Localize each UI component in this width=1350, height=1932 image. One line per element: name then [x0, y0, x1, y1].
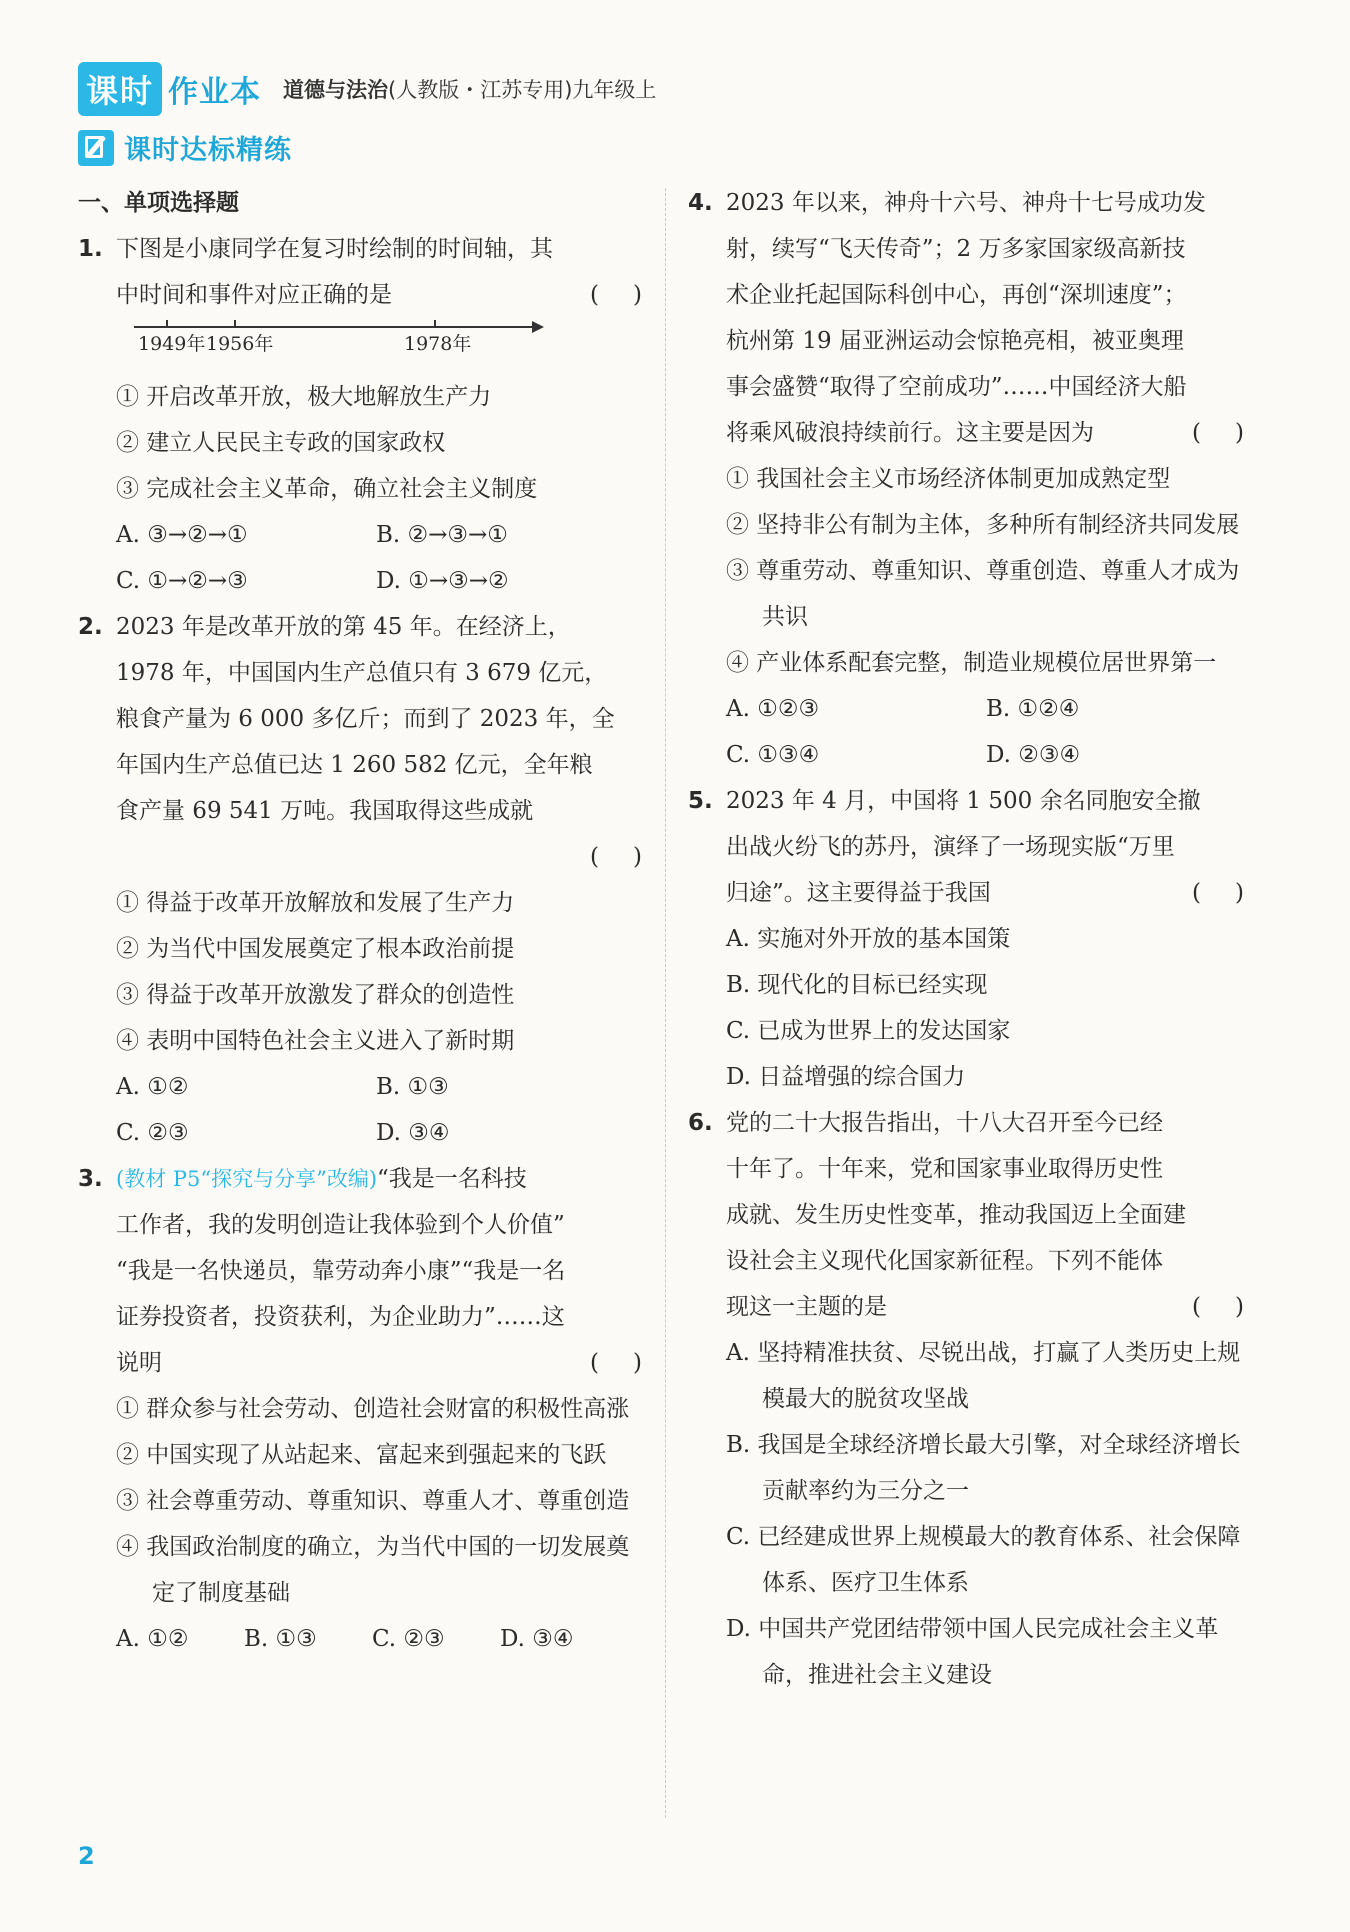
- source-note: (教材 P5“探究与分享”改编): [116, 1167, 378, 1191]
- question-stem: 粮食产量为 6 000 多亿斤；而到了 2023 年，全: [116, 706, 615, 732]
- right-column: [688, 180, 1278, 1698]
- choice-a[interactable]: A. ①②③: [726, 696, 820, 722]
- question-stem: 十年了。十年来，党和国家事业取得历史性: [726, 1156, 1163, 1182]
- choice-d[interactable]: D. 日益增强的综合国力: [726, 1064, 966, 1090]
- option-statement: ③ 尊重劳动、尊重知识、尊重创造、尊重人才成为共识: [726, 558, 1240, 630]
- choice-d[interactable]: D. ①→③→②: [376, 568, 509, 594]
- question-stem: 1978 年，中国国内生产总值只有 3 679 亿元，: [116, 660, 608, 686]
- choice-b[interactable]: B. 我国是全球经济增长最大引擎，对全球经济增长贡献率约为三分之一: [726, 1432, 1241, 1504]
- option-statement: ④ 产业体系配套完整，制造业规模位居世界第一: [726, 650, 1217, 676]
- question-number: 1.: [78, 236, 103, 262]
- question-stem: 2023 年 4 月，中国将 1 500 余名同胞安全撤: [726, 788, 1201, 814]
- choice-a[interactable]: A. 坚持精准扶贫、尽锐出战，打赢了人类历史上规模最大的脱贫攻坚战: [726, 1340, 1241, 1412]
- option-statement: ④ 表明中国特色社会主义进入了新时期: [116, 1028, 515, 1054]
- answer-paren: (): [1192, 420, 1278, 446]
- timeline-label: 1949年: [138, 333, 206, 355]
- question-5: [688, 778, 1278, 916]
- question-stem: 食产量 69 541 万吨。我国取得这些成就: [116, 798, 534, 824]
- question-number: 2.: [78, 614, 103, 640]
- pencil-icon: [78, 130, 114, 166]
- section-header: [78, 128, 292, 167]
- choice-b[interactable]: B. 现代化的目标已经实现: [726, 972, 988, 998]
- choice-a[interactable]: A. ①②: [116, 1626, 189, 1652]
- left-column: [78, 180, 676, 1662]
- option-statement: ① 得益于改革开放解放和发展了生产力: [116, 890, 515, 916]
- answer-choices: [78, 1616, 646, 1662]
- choice-b[interactable]: B. ①③: [376, 1074, 449, 1100]
- option-statement: ② 建立人民民主专政的国家政权: [116, 430, 446, 456]
- choice-d[interactable]: D. ②③④: [986, 742, 1081, 768]
- question-stem: 射，续写“飞天传奇”；2 万多家国家级高新技: [726, 236, 1186, 262]
- option-statement: ③ 完成社会主义革命，确立社会主义制度: [116, 476, 538, 502]
- question-number: 3.: [78, 1166, 103, 1192]
- option-statement: ① 群众参与社会劳动、创造社会财富的积极性高涨: [116, 1396, 630, 1422]
- option-statement: ④ 我国政治制度的确立，为当代中国的一切发展奠定了制度基础: [116, 1534, 630, 1606]
- part-title: 一、单项选择题: [78, 190, 239, 216]
- choice-b[interactable]: B. ①②④: [986, 696, 1080, 722]
- choice-b[interactable]: B. ②→③→①: [376, 522, 508, 548]
- timeline-label: 1956年: [206, 333, 274, 355]
- choice-d[interactable]: D. 中国共产党团结带领中国人民完成社会主义革命，推进社会主义建设: [726, 1616, 1219, 1688]
- answer-paren: (): [590, 1350, 676, 1376]
- option-statement: ② 为当代中国发展奠定了根本政治前提: [116, 936, 515, 962]
- question-stem: 证券投资者，投资获利，为企业助力”……这: [116, 1304, 565, 1330]
- timeline-label: 1978年: [404, 333, 472, 355]
- book-title: 道德与法治: [283, 78, 389, 102]
- question-stem: 成就、发生历史性变革，推动我国迈上全面建: [726, 1202, 1186, 1228]
- option-statement: ① 开启改革开放，极大地解放生产力: [116, 384, 492, 410]
- question-stem: 归途”。这主要得益于我国: [726, 880, 991, 906]
- timeline-arrow: [532, 321, 544, 333]
- question-6: [688, 1100, 1278, 1330]
- choice-a[interactable]: A. ③→②→①: [116, 522, 248, 548]
- timeline-tick: [234, 320, 236, 328]
- choice-c[interactable]: C. ①③④: [726, 742, 820, 768]
- question-stem: 现这一主题的是: [726, 1294, 887, 1320]
- timeline-tick: [434, 320, 436, 328]
- choice-d[interactable]: D. ③④: [500, 1626, 574, 1652]
- question-stem: 2023 年以来，神舟十六号、神舟十七号成功发: [726, 190, 1206, 216]
- question-stem: 党的二十大报告指出，十八大召开至今已经: [726, 1110, 1163, 1136]
- answer-paren: (): [1192, 1294, 1278, 1320]
- answer-choices: [78, 1064, 646, 1156]
- question-4: [688, 180, 1278, 456]
- book-subtitle: (人教版・江苏专用)九年级上: [388, 78, 657, 102]
- question-stem: 将乘风破浪持续前行。这主要是因为: [726, 420, 1094, 446]
- question-stem: 下图是小康同学在复习时绘制的时间轴，其: [116, 236, 553, 262]
- question-1: [78, 226, 676, 318]
- choice-c[interactable]: C. 已经建成世界上规模最大的教育体系、社会保障体系、医疗卫生体系: [726, 1524, 1241, 1596]
- book-header: [78, 62, 656, 116]
- choice-c[interactable]: C. ②③: [116, 1120, 189, 1146]
- question-2: [78, 604, 676, 880]
- question-stem: 说明: [116, 1350, 162, 1376]
- question-number: 5.: [688, 788, 713, 814]
- choice-c[interactable]: C. 已成为世界上的发达国家: [726, 1018, 1011, 1044]
- answer-paren: (): [590, 844, 676, 870]
- timeline-axis: [134, 326, 534, 328]
- question-stem: “我是一名快递员，靠劳动奔小康”“我是一名: [116, 1258, 566, 1284]
- page-number: 2: [78, 1842, 95, 1870]
- brand-logo: 课时: [78, 62, 162, 116]
- question-number: 4.: [688, 190, 713, 216]
- question-stem: “我是一名科技: [377, 1166, 527, 1192]
- answer-choices: [78, 512, 646, 604]
- question-stem: 事会盛赞“取得了空前成功”……中国经济大船: [726, 374, 1187, 400]
- choice-a[interactable]: A. ①②: [116, 1074, 189, 1100]
- option-statement: ③ 得益于改革开放激发了群众的创造性: [116, 982, 515, 1008]
- question-stem: 年国内生产总值已达 1 260 582 亿元，全年粮: [116, 752, 593, 778]
- question-stem: 设社会主义现代化国家新征程。下列不能体: [726, 1248, 1163, 1274]
- timeline-figure: [134, 318, 554, 374]
- option-statement: ② 中国实现了从站起来、富起来到强起来的飞跃: [116, 1442, 607, 1468]
- choice-c[interactable]: C. ②③: [372, 1626, 445, 1652]
- answer-paren: (): [1192, 880, 1278, 906]
- option-statement: ② 坚持非公有制为主体，多种所有制经济共同发展: [726, 512, 1240, 538]
- question-stem: 术企业托起国际科创中心，再创“深圳速度”；: [726, 282, 1187, 308]
- choice-d[interactable]: D. ③④: [376, 1120, 450, 1146]
- column-divider: [665, 188, 666, 1818]
- answer-choices: [688, 686, 1248, 778]
- question-stem: 出战火纷飞的苏丹，演绎了一场现实版“万里: [726, 834, 1175, 860]
- brand-name: 作业本: [168, 75, 262, 110]
- question-stem: 中时间和事件对应正确的是 (): [116, 272, 646, 318]
- option-statement: ① 我国社会主义市场经济体制更加成熟定型: [726, 466, 1171, 492]
- question-3: [78, 1156, 676, 1386]
- choice-b[interactable]: B. ①③: [244, 1626, 317, 1652]
- question-stem: 工作者，我的发明创造让我体验到个人价值”: [116, 1212, 565, 1238]
- question-stem: 杭州第 19 届亚洲运动会惊艳亮相，被亚奥理: [726, 328, 1184, 354]
- choice-a[interactable]: A. 实施对外开放的基本国策: [726, 926, 1011, 952]
- option-statement: ③ 社会尊重劳动、尊重知识、尊重人才、尊重创造: [116, 1488, 630, 1514]
- question-number: 6.: [688, 1110, 713, 1136]
- section-title: 课时达标精练: [124, 135, 292, 166]
- timeline-tick: [166, 320, 168, 328]
- choice-c[interactable]: C. ①→②→③: [116, 568, 248, 594]
- question-stem: 2023 年是改革开放的第 45 年。在经济上，: [116, 614, 571, 640]
- answer-paren: (): [590, 282, 676, 308]
